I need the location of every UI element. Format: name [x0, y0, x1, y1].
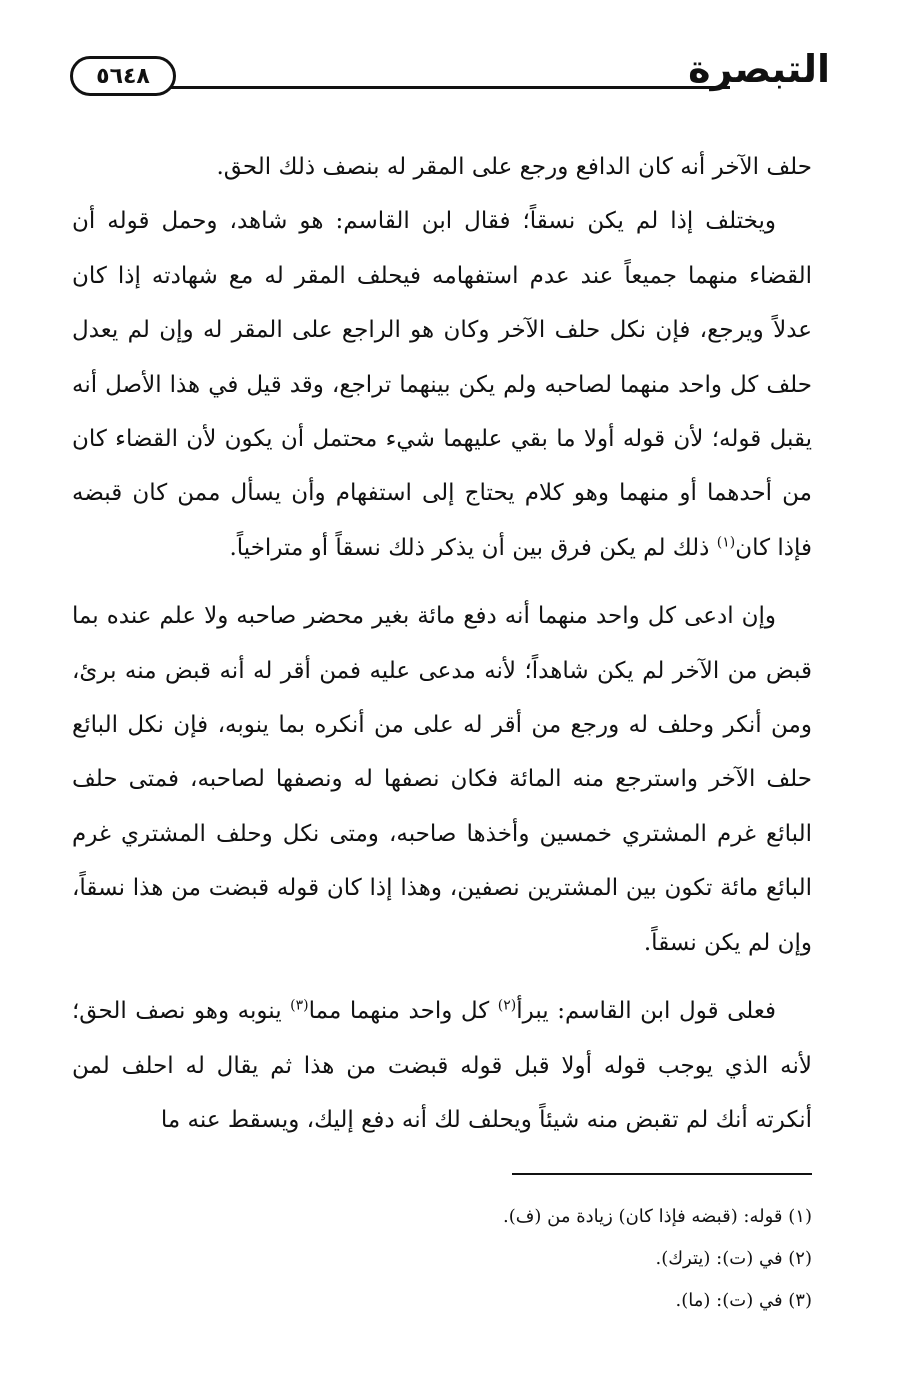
page-header [70, 47, 830, 110]
paragraph-text: ينوبه وهو نصف الحق؛ لأنه الذي يوجب قوله أولا قبل قوله قبضت من هذا ثم يقال له احلف لمن أنكرته أنك لم تقبض منه شيئاً ويحلف لك أنه دفع إليك، ويسقط عنه ما [72, 998, 812, 1133]
paragraph-text: كل واحد منهما مما [308, 998, 498, 1025]
page-number: ٥٦٤٨ [70, 56, 176, 96]
paragraph-text: حلف الآخر أنه كان الدافع ورجع على المقر له بنصف ذلك الحق. [216, 154, 812, 180]
header-rule [170, 86, 730, 89]
paragraph-text: ويختلف إذا لم يكن نسقاً؛ فقال ابن القاسم: هو شاهد، وحمل قوله أن القضاء منهما جميعاً عند عدم استفهامه فيحلف المقر له مع شهادته إذا كان عدلاً ويرجع، فإن نكل حلف الآخر وكان هو الراجع على المقر له وإن لم يعدل حلف كل واحد منهما لصاحبه ولم يكن بينهما تراجع، وقد قيل في هذا الأصل أنه يقبل قوله؛ لأن قوله أولا ما بقي عليهما شيء محتمل أن يكون لأن القضاء كان من أحدهما أو منهما وهو كلام يحتاج إلى استفهام وأن يسأل ممن كان قبضه فإذا كان [72, 208, 812, 561]
footnote-ref: (٣) [290, 997, 309, 1014]
footnote-ref: (١) [716, 534, 736, 551]
footnote-separator [512, 1173, 812, 1175]
footnote-1: (١) قوله: (قبضه فإذا كان) زيادة من (ف). [502, 1206, 812, 1227]
book-title: التبصرة [688, 47, 830, 91]
paragraph-2 [72, 194, 812, 575]
paragraph-text: وإن ادعى كل واحد منهما أنه دفع مائة بغير محضر صاحبه ولا علم عنده بما قبض من الآخر لم يكن شاهداً؛ لأنه مدعى عليه فمن أقر له أنه قبض منه برئ، ومن أنكر وحلف له ورجع من أقر له على من أنكره بما ينوبه، فإن نكل البائع حلف الآخر واسترجع منه المائة فكان نصفها له ونصفها لصاحبه، فمتى حلف البائع غرم المشتري خمسين وأخذها صاحبه، ومتى نكل وحلف المشتري غرم البائع مائة تكون بين المشترين نصفين، وهذا إذا كان قوله قبضت من هذا نسقاً، وإن لم يكن نسقاً. [72, 603, 812, 956]
footnote-3: (٣) في (ت): (ما). [675, 1290, 812, 1311]
main-text [72, 140, 812, 1147]
paragraph-3 [72, 589, 812, 970]
footnote-ref: (٢) [497, 997, 517, 1014]
paragraph-4 [72, 984, 812, 1147]
paragraph-text: ذلك لم يكن فرق بين أن يذكر ذلك نسقاً أو متراخياً. [229, 534, 717, 561]
footnote-2: (٢) في (ت): (يترك). [655, 1248, 812, 1269]
footnotes [72, 1196, 812, 1322]
paragraph-text: فعلى قول ابن القاسم: يبرأ [516, 998, 776, 1025]
paragraph-1 [72, 140, 812, 194]
